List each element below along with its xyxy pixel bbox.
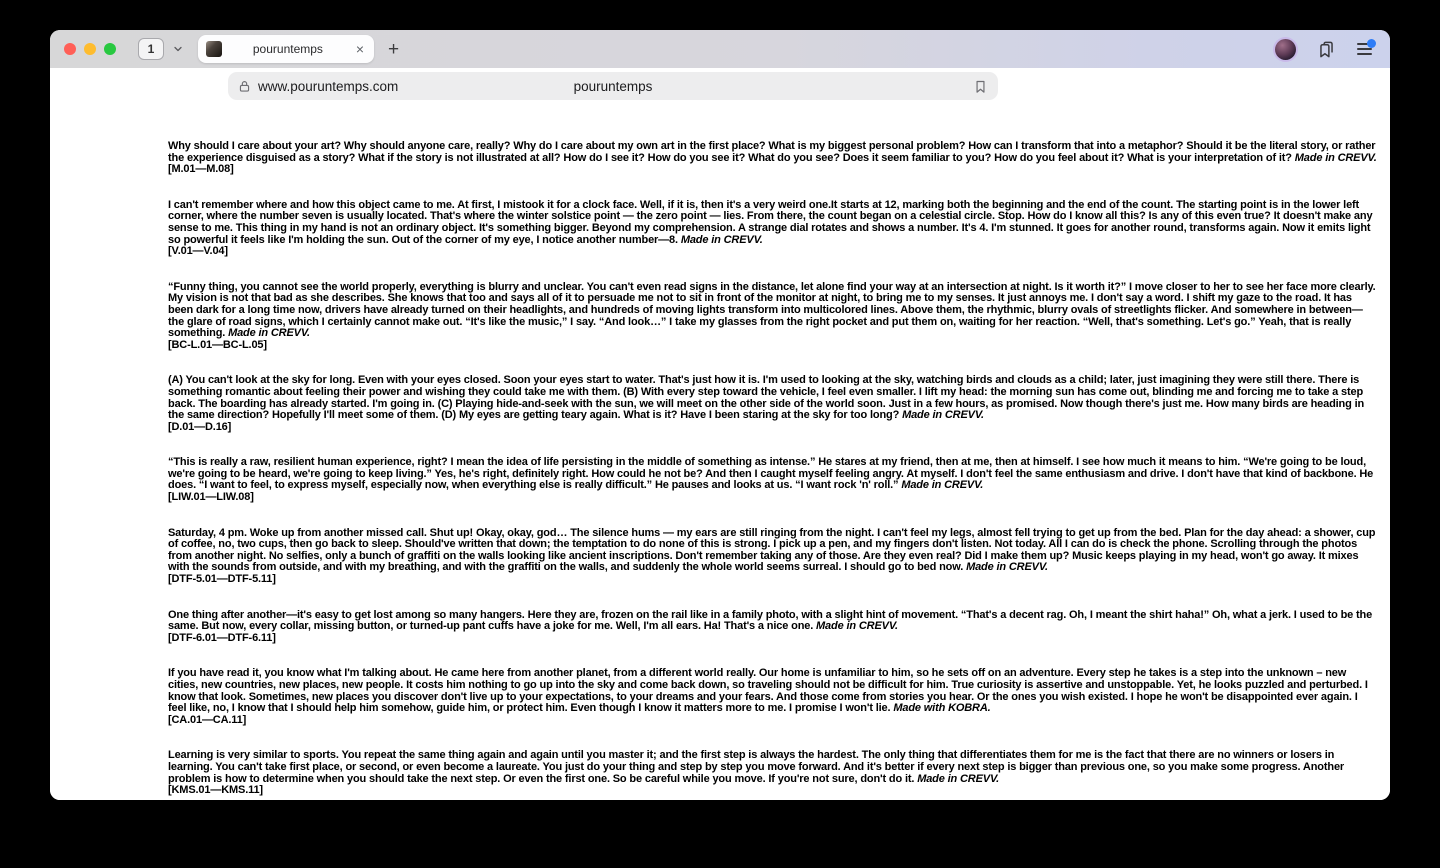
paragraph (168, 610, 1378, 645)
notification-dot (1367, 39, 1376, 48)
tab-title: pouruntemps (252, 42, 323, 56)
tab-bar (50, 30, 1390, 68)
paragraph-text: One thing after another—it's easy to get lost among so many hangers. Here they are, frozen on the rail like in a family photo, with a slight hint of movement. “That's a decent rag. Oh, I meant the shirt haha!” Oh, what a jerk. I used to be the same. But now, every collar, missing button, or turned-up pant cuffs have a joke for me. Well, I'm all ears. Ha! That's a nice one. Made in CREVV. (168, 608, 1373, 633)
zoom-window-button[interactable] (104, 43, 116, 55)
panels-button[interactable] (1317, 40, 1336, 59)
paragraph-label: [D.01—D.16] (168, 420, 232, 433)
paragraph (168, 457, 1378, 503)
paragraph-label: [KMS.01—KMS.11] (168, 784, 263, 797)
favicon (206, 41, 222, 57)
paragraph (168, 282, 1378, 352)
bookmark-button[interactable] (973, 79, 988, 94)
close-tab-icon[interactable]: × (355, 41, 364, 57)
tab-count-label: 1 (147, 42, 155, 56)
credit-text: Made in CREVV. (228, 327, 310, 340)
credit-text: Made in CREVV. (966, 561, 1048, 574)
close-window-button[interactable] (64, 43, 76, 55)
tab-list-chevron-button[interactable] (172, 43, 184, 55)
paragraph-label: [CA.01—CA.11] (168, 713, 247, 726)
paragraph-label: [DTF-5.01—DTF-5.11] (168, 573, 276, 586)
paragraph-label: [M.01—M.08] (168, 163, 234, 176)
credit-text: Made in CREVV. (1294, 151, 1377, 164)
paragraph-text: Learning is very similar to sports. You repeat the same thing again and again until you master it; and the first step is always the hardest. The only thing that differentiates them for me is the fact that there are no winners or losers in learning. You can't take first place, or second, or even become a laureate. You just do your thing and step by step you move forward. And it's better if every next step is bigger than previous one, so you make some progress. Another problem is how to determine when you should take the next step. Or even the first one. So be careful while you move. If you're not sure, don't do it. Made in CREVV. (168, 749, 1345, 785)
credit-text: Made in CREVV. (901, 479, 984, 492)
paragraph-text: Saturday, 4 pm. Woke up from another missed call. Shut up! Okay, okay, god… The silence hums — my ears are still ringing from the night. I can't feel my legs, almost fell trying to get up from the bed. Plan for the day ahead: a shower, cup of coffee, no, two cups, then go back to sleep. Should've written that down; the temptation to do none of this is strong. I pick up a pen, and my fingers don't listen. Not today. All I can do is check the phone. Scrolling through the photos from another night. No selfies, only a bunch of graffiti on the walls looking like ancient inscriptions. Don't remember taking any of those. Are they even real? Did I make them up? Music keeps playing in my head, won't go away. It mixes with the sounds from outside, and with my breathing, and with the graffiti on the walls, and suddenly the whole world seems surreal. I should go to bed now. Made in CREVV. (168, 526, 1376, 574)
credit-text: Made with KOBRA. (893, 702, 991, 715)
paragraph-label: [DTF-6.01—DTF-6.11] (168, 631, 276, 644)
bookmark-icon (973, 79, 988, 94)
menu-button[interactable] (1357, 43, 1372, 55)
paragraph-text: (A) You can't look at the sky for long. Even with your eyes closed. Soon your eyes start to water. That's just how it is. I'm used to looking at the sky, watching birds and clouds as a child; later, just imagining they were still there. There is something romantic about feeling their power and wishing they could take me with them. (B) With every step toward the vehicle, I feel even smaller. I lift my head: the morning sun has come out, blinding me and forcing me to take a step back. The boarding has already started. I'm going in. (C) Playing hide-and-seek with the sun, we will meet on the other side of the world soon. Just in a few hours, as promised. Now though there's just me. How many birds are heading in the same direction? Hopefully I'll meet some of them. (D) My eyes are getting teary again. What is it? Have I been staring at the sky for too long? Made in CREVV. (168, 374, 1365, 422)
address-row (50, 68, 1390, 104)
paragraph (168, 141, 1378, 176)
minimize-window-button[interactable] (84, 43, 96, 55)
paragraph (168, 668, 1378, 726)
url-text: www.pouruntemps.com (258, 78, 399, 94)
paragraph-text: I can't remember where and how this object came to me. At first, I mistook it for a clock face. Well, if it is, then it's a very weird one.It starts at 12, marking both the beginning and the end of the count. The starting point is in the lower left corner, where the number seven is usually located. That's where the winter solstice point — the zero point — lies. From there, the count began on a celestial circle. Stop. How do I know all this? Is any of this even true? It doesn't make any sense to me. This thing in my hand is not an ordinary object. It's something bigger. Beyond my comprehension. A strange dial rotates and shows a number. It's 4. I'm stunned. It goes for another round, transforms again. Now it emits light so powerful it feels like I'm holding the sun. Out of the corner of my eye, I notice another number—8. Made in CREVV. (168, 198, 1373, 246)
paragraph-text: Why should I care about your art? Why should anyone care, really? Why do I care about my own art in the first place? What is my biggest personal problem? How can I transform that into a metaphor? Should it be the literal story, or rather the experience disguised as a story? What if the story is not illustrated at all? How do I see it? How do you see it? What do you see? Does it seem familiar to you? How do you feel about it? What is your interpretation of it? Made in CREVV. (168, 140, 1377, 164)
chevron-down-icon (172, 43, 184, 55)
tab-pouruntemps[interactable] (198, 35, 374, 63)
credit-text: Made in CREVV. (816, 620, 898, 633)
window-controls (64, 43, 116, 55)
paragraph-text: If you have read it, you know what I'm talking about. He came here from another planet, from a different world really. Our home is unfamiliar to him, so he sets off on an adventure. Every step he takes is a step into the unknown – new cities, new countries, new places, new people. It costs him nothing to go up into the sky and come back down, so traveling should not be difficult for him. True curiosity is assertive and unstoppable. Yet, he looks puzzled and perturbed. I know that look. Sometimes, new places you discover don't live up to your expectations, to your dreams and your fears. And those come from stories you hear. Or the ones you wish existed. I hope he won't be disappointed ever again. I feel like, no, I know that I should help him somehow, guide him, or protect him. Even though I know it matters more to me. I promise I won't lie. Made with KOBRA. (168, 667, 1368, 715)
paragraph-text: “Funny thing, you cannot see the world properly, everything is blurry and unclear. You can't even read signs in the distance, let alone find your way at an intersection at night. Is it worth it?” I move closer to her to see her face more clearly. My vision is not that bad as she describes. She knows that too and says all of it to persuade me not to sit in front of the monitor at night, to bring me to my senses. It just annoys me. I don't say a word. I shift my gaze to the road. It has been dark for a long time now, drivers have already turned on their headlights, and hundreds of moving lights transform into multicolored lines. Above them, the rhythmic, blurry ovals of streetlights flicker. And somewhere in between—the glare of road signs, which I certainly cannot make out. “It's like the music,” I say. “And look…” I take my glasses from the right pocket and put them on, waiting for her reaction. “Well, that's something. Let's go.” Yeah, that is really something. Made in CREVV. (168, 280, 1376, 340)
article (168, 141, 1378, 797)
paragraph-text: “This is really a raw, resilient human experience, right? I mean the idea of life persisting in the middle of something as intense.” He stares at my friend, then at me, then at himself. I see how much it means to him. “We're going to be loud, we're going to be heard, we're going to keep living.” Yes, he's right, definitely right. How could he not be? And then I caught myself feeling angry. At myself. I don't feel the same enthusiasm and drive. I don't have that kind of backbone. He does. “I want to feel, to express myself, especially now, when everything else is really difficult.” He pauses and looks at us. “I want rock 'n' roll.” Made in CREVV. (168, 456, 1374, 492)
credit-text: Made in CREVV. (917, 772, 1000, 785)
lock-icon[interactable] (238, 80, 251, 93)
credit-text: Made in CREVV. (680, 233, 763, 246)
paragraph (168, 200, 1378, 258)
bookmarks-panel-icon (1317, 40, 1336, 59)
tab-count-button[interactable] (138, 38, 164, 60)
paragraph-label: [LIW.01—LIW.08] (168, 491, 254, 504)
browser-window (50, 30, 1390, 800)
address-bar[interactable] (228, 72, 998, 100)
paragraph (168, 750, 1378, 796)
credit-text: Made in CREVV. (902, 409, 984, 422)
paragraph-label: [BC-L.01—BC-L.05] (168, 338, 267, 351)
paragraph (168, 528, 1378, 586)
paragraph (168, 375, 1378, 433)
toolbar-right (1275, 39, 1372, 60)
page-content (50, 104, 1390, 800)
paragraph-label: [V.01—V.04] (168, 245, 228, 258)
profile-avatar[interactable] (1275, 39, 1296, 60)
page-title: pouruntemps (573, 78, 653, 94)
new-tab-button[interactable]: + (388, 38, 400, 60)
